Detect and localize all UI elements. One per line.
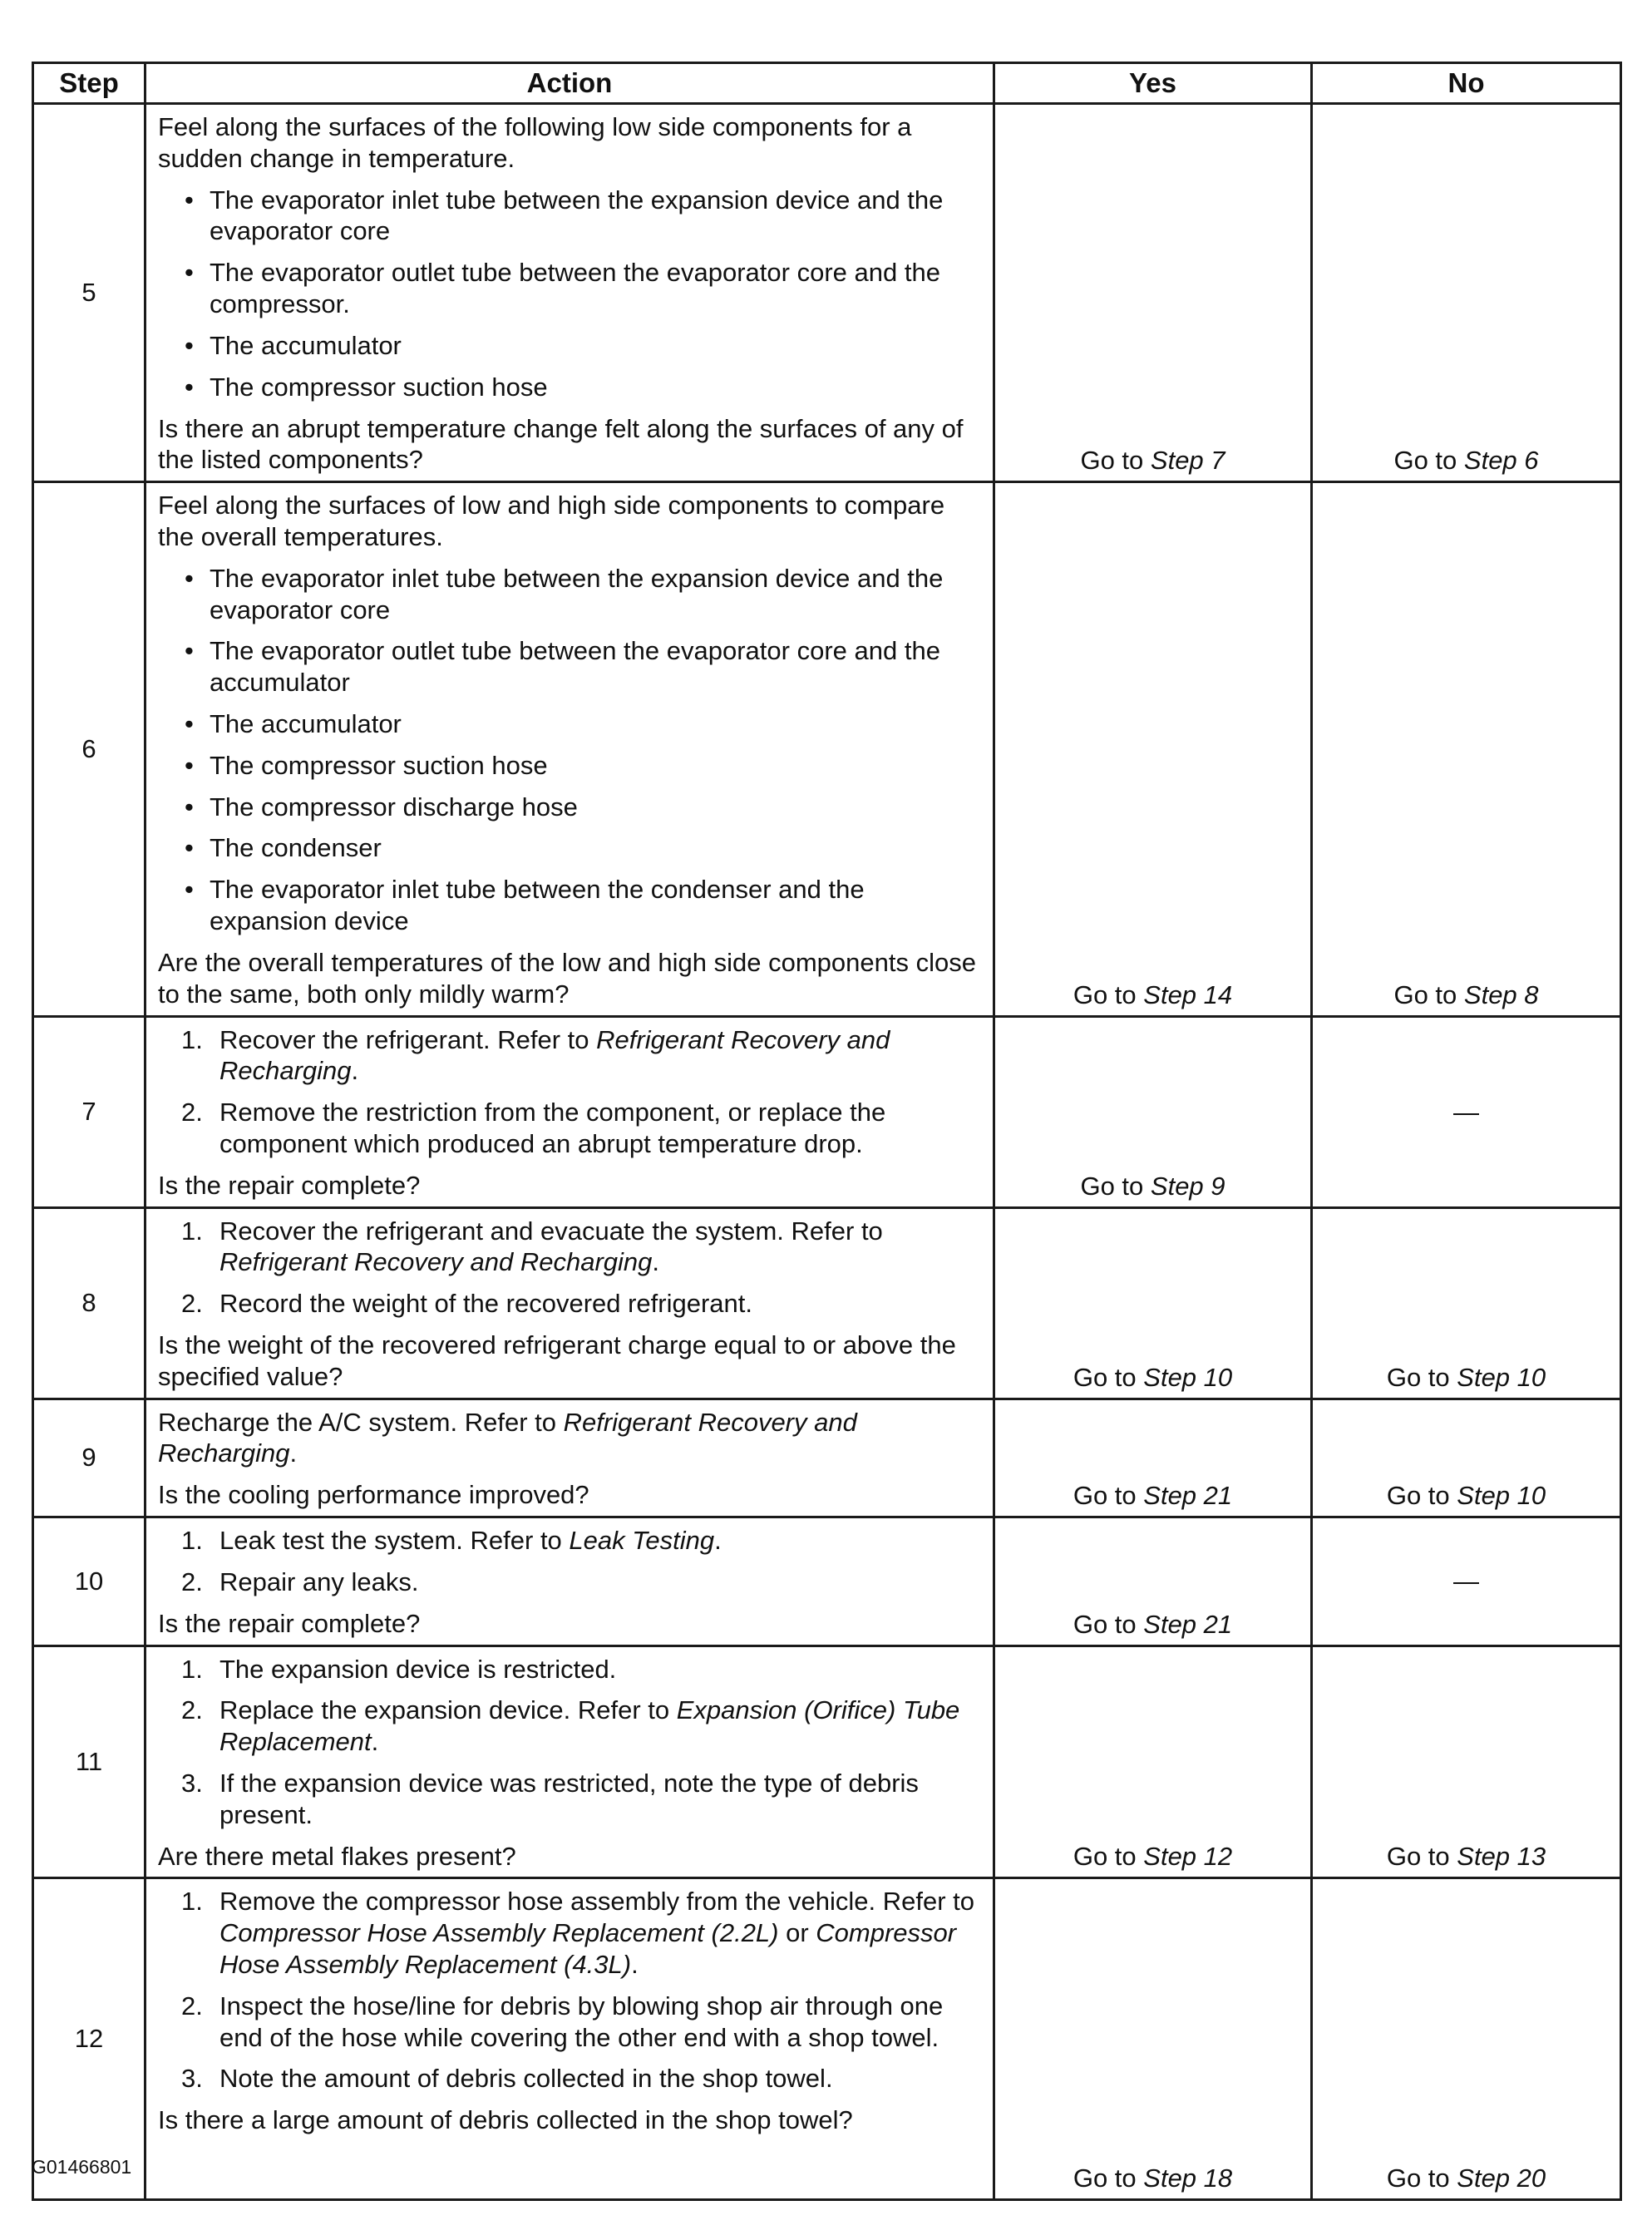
action-cell <box>145 482 994 1016</box>
table-row <box>33 1399 1621 1517</box>
list-item: 1. Recover the refrigerant and evacuate the system. Refer to Refrigerant Recovery and Recharging. <box>181 1216 883 1277</box>
no-cell: Go to Step 20 <box>1312 1878 1621 2200</box>
table-row <box>33 1016 1621 1207</box>
no-cell: — <box>1312 1517 1621 1645</box>
header-step: Step <box>33 63 145 104</box>
step-link: Step 10 <box>1457 1481 1546 1511</box>
list-item: 1. Leak test the system. Refer to Leak Testing. <box>181 1526 722 1556</box>
action-text: Feel along the surfaces of the following low side components for a sudden change in temperature. <box>158 112 912 173</box>
table-row <box>33 1207 1621 1399</box>
question-text: Is the weight of the recovered refrigerant charge equal to or above the specified value? <box>158 1330 956 1391</box>
action-text: Recharge the A/C system. Refer to Refrigerant Recovery and Recharging. <box>158 1407 857 1468</box>
action-cell <box>145 1517 994 1645</box>
table-row <box>33 482 1621 1016</box>
numbered-list <box>158 1024 981 1160</box>
numbered-list <box>158 1216 981 1320</box>
step-number: 6 <box>33 482 145 1016</box>
no-cell: Go to Step 10 <box>1312 1207 1621 1399</box>
step-number: 8 <box>33 1207 145 1399</box>
action-cell <box>145 1878 994 2200</box>
question-text: Is there a large amount of debris collected in the shop towel? <box>158 2105 853 2135</box>
no-cell: Go to Step 6 <box>1312 104 1621 482</box>
list-item: 2. Inspect the hose/line for debris by blowing shop air through one end of the hose while covering the other end with a shop towel. <box>181 1991 944 2052</box>
list-item: 1. Recover the refrigerant. Refer to Refrigerant Recovery and Recharging. <box>181 1024 890 1086</box>
list-item: • The compressor suction hose <box>158 750 981 782</box>
no-cell: — <box>1312 1016 1621 1207</box>
list-item: • The evaporator outlet tube between the evaporator core and the accumulator <box>158 635 981 698</box>
list-item: 2. Remove the restriction from the component, or replace the component which produced an abrupt temperature drop. <box>181 1098 886 1158</box>
yes-cell: Go to Step 7 <box>994 104 1312 482</box>
numbered-list <box>158 1525 981 1598</box>
question-text: Is the cooling performance improved? <box>158 1480 589 1510</box>
step-number: 11 <box>33 1645 145 1878</box>
table-header-row <box>33 63 1621 104</box>
header-no: No <box>1312 63 1621 104</box>
step-link: Step 8 <box>1463 979 1539 1009</box>
list-item: • The condenser <box>158 832 981 864</box>
no-cell: Go to Step 13 <box>1312 1645 1621 1878</box>
step-link: Step 13 <box>1457 1842 1546 1872</box>
question-text: Are the overall temperatures of the low and high side components close to the same, both only mildly warm? <box>158 947 976 1009</box>
step-link: Step 21 <box>1143 1609 1233 1639</box>
list-item: • The evaporator inlet tube between the expansion device and the evaporator core <box>158 185 981 248</box>
yes-cell: Go to Step 9 <box>994 1016 1312 1207</box>
no-cell: Go to Step 8 <box>1312 482 1621 1016</box>
list-item: • The compressor discharge hose <box>158 792 981 823</box>
action-cell <box>145 1399 994 1517</box>
action-cell <box>145 1016 994 1207</box>
step-number: 5 <box>33 104 145 482</box>
action-cell <box>145 1207 994 1399</box>
table-row <box>33 104 1621 482</box>
numbered-list <box>158 1886 981 2094</box>
yes-cell: Go to Step 14 <box>994 482 1312 1016</box>
list-item: 1. The expansion device is restricted. <box>181 1654 617 1684</box>
list-item: • The compressor suction hose <box>158 372 981 403</box>
step-number: 9 <box>33 1399 145 1517</box>
step-number: 12 <box>33 1878 145 2200</box>
yes-cell: Go to Step 21 <box>994 1399 1312 1517</box>
no-cell: Go to Step 10 <box>1312 1399 1621 1517</box>
step-number: 10 <box>33 1517 145 1645</box>
step-link: Step 7 <box>1150 446 1225 476</box>
diagnostic-table <box>32 62 1622 2201</box>
list-item: • The evaporator inlet tube between the condenser and the expansion device <box>158 874 981 937</box>
yes-cell: Go to Step 21 <box>994 1517 1312 1645</box>
step-number: 7 <box>33 1016 145 1207</box>
question-text: Is the repair complete? <box>158 1170 421 1200</box>
step-link: Step 12 <box>1143 1842 1233 1872</box>
question-text: Is the repair complete? <box>158 1608 421 1638</box>
list-item: 2. Replace the expansion device. Refer to Expansion (Orifice) Tube Replacement. <box>181 1695 960 1757</box>
question-text: Is there an abrupt temperature change felt along the surfaces of any of the listed components? <box>158 413 964 475</box>
yes-cell: Go to Step 10 <box>994 1207 1312 1399</box>
numbered-list <box>158 1654 981 1831</box>
document-id: G01466801 <box>32 2156 132 2178</box>
question-text: Are there metal flakes present? <box>158 1841 516 1871</box>
yes-cell: Go to Step 18 <box>994 1878 1312 2200</box>
header-yes: Yes <box>994 63 1312 104</box>
list-item: • The accumulator <box>158 330 981 362</box>
step-link: Step 10 <box>1457 1362 1546 1392</box>
table-row <box>33 1878 1621 2200</box>
bullet-list <box>158 563 981 937</box>
table-row <box>33 1517 1621 1645</box>
list-item: • The evaporator inlet tube between the expansion device and the evaporator core <box>158 563 981 626</box>
header-action: Action <box>145 63 994 104</box>
list-item: • The accumulator <box>158 708 981 740</box>
step-link: Step 18 <box>1143 2164 1233 2193</box>
list-item: 3. Note the amount of debris collected in the shop towel. <box>181 2064 833 2094</box>
step-link: Step 20 <box>1457 2164 1546 2193</box>
list-item: 2. Repair any leaks. <box>181 1567 419 1596</box>
action-cell <box>145 104 994 482</box>
step-link: Step 6 <box>1463 446 1539 476</box>
yes-cell: Go to Step 12 <box>994 1645 1312 1878</box>
list-item: 1. Remove the compressor hose assembly from the vehicle. Refer to Compressor Hose Assembly Replacement (2.2L) or Compressor Hose Assembly Replacement (4.3L). <box>181 1887 974 1979</box>
step-link: Step 21 <box>1143 1481 1233 1511</box>
step-link: Step 10 <box>1143 1362 1233 1392</box>
step-link: Step 9 <box>1150 1171 1225 1201</box>
action-text: Feel along the surfaces of low and high side components to compare the overall temperatures. <box>158 491 945 551</box>
list-item: • The evaporator outlet tube between the evaporator core and the compressor. <box>158 257 981 320</box>
bullet-list <box>158 185 981 403</box>
list-item: 2. Record the weight of the recovered refrigerant. <box>181 1289 753 1319</box>
step-link: Step 14 <box>1143 979 1233 1009</box>
list-item: 3. If the expansion device was restricted, note the type of debris present. <box>181 1768 919 1829</box>
table-row <box>33 1645 1621 1878</box>
action-cell <box>145 1645 994 1878</box>
